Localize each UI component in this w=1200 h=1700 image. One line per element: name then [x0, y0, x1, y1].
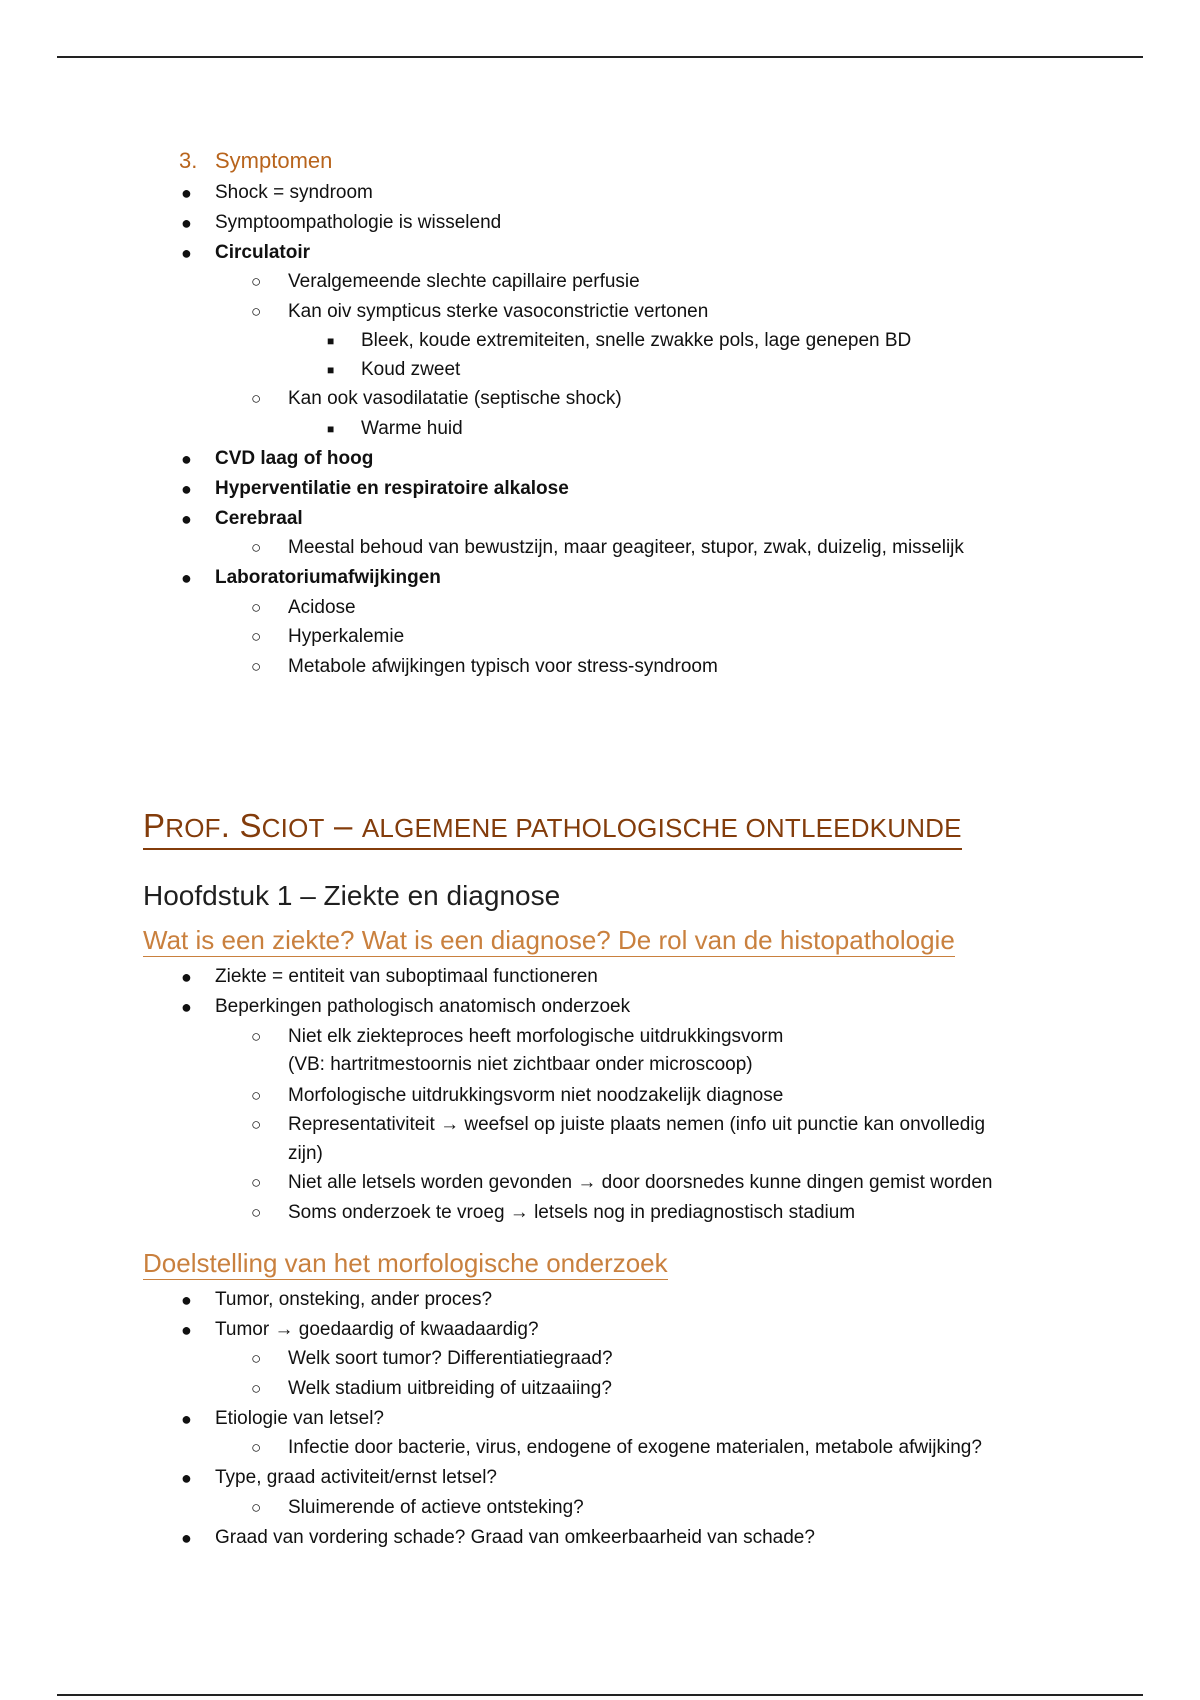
- circle-bullet-icon: ○: [251, 1115, 262, 1134]
- list-item-text: Etiologie van letsel?: [215, 1408, 384, 1429]
- list-item-text: Metabole afwijkingen typisch voor stress-syndroom: [288, 656, 718, 677]
- bullet-icon: ●: [181, 1290, 192, 1310]
- list-item-continuation: [288, 1142, 323, 1166]
- list-item-text: Tumor → goedaardig of kwaadaardig?: [215, 1319, 539, 1340]
- list-item-text: Kan oiv sympticus sterke vasoconstrictie vertonen: [288, 301, 709, 322]
- circle-bullet-icon: ○: [251, 657, 262, 676]
- subsection-heading: Doelstelling van het morfologische onderzoek: [143, 1248, 668, 1278]
- list-item-text: Ziekte = entiteit van suboptimaal functioneren: [215, 966, 598, 987]
- list-item-text: Welk stadium uitbreiding of uitzaaiing?: [288, 1378, 612, 1399]
- square-bullet-icon: ■: [327, 363, 335, 377]
- list-item: [251, 655, 718, 679]
- list-item: [251, 1347, 613, 1371]
- list-item-text: Niet alle letsels worden gevonden → door doorsnedes kunne dingen gemist worden: [288, 1172, 993, 1193]
- list-item-text: Beperkingen pathologisch anatomisch onderzoek: [215, 996, 631, 1017]
- list-item-text: Morfologische uitdrukkingsvorm niet noodzakelijk diagnose: [288, 1085, 784, 1106]
- list-item: [251, 1113, 986, 1137]
- bullet-icon: ●: [181, 243, 192, 263]
- list-item-text: Acidose: [288, 597, 356, 618]
- list-item: [181, 1318, 539, 1342]
- list-item: [327, 417, 463, 441]
- bullet-icon: ●: [181, 509, 192, 529]
- list-item: [251, 1496, 584, 1520]
- circle-bullet-icon: ○: [251, 1498, 262, 1517]
- list-item: [327, 358, 461, 382]
- list-item-text: Graad van vordering schade? Graad van omkeerbaarheid van schade?: [215, 1527, 815, 1548]
- list-item: [181, 447, 374, 471]
- circle-bullet-icon: ○: [251, 1349, 262, 1368]
- list-item: [181, 477, 569, 501]
- bullet-icon: ●: [181, 479, 192, 499]
- list-item-text: Tumor, onsteking, ander proces?: [215, 1289, 493, 1310]
- list-item-text: Bleek, koude extremiteiten, snelle zwakke pols, lage genepen BD: [361, 330, 912, 351]
- header-rule: [57, 56, 1143, 58]
- list-item: [181, 1466, 497, 1490]
- list-item-text: Niet elk ziekteproces heeft morfologische uitdrukkingsvorm: [288, 1026, 784, 1047]
- list-item-text: Laboratoriumafwijkingen: [215, 567, 441, 588]
- circle-bullet-icon: ○: [251, 1086, 262, 1105]
- bullet-icon: ●: [181, 967, 192, 987]
- list-item: [251, 1084, 784, 1108]
- list-item: [181, 965, 598, 989]
- bullet-icon: ●: [181, 213, 192, 233]
- list-item-text: Koud zweet: [361, 359, 461, 380]
- list-item: [181, 507, 303, 531]
- list-item: [327, 329, 912, 353]
- list-item-text: Kan ook vasodilatatie (septische shock): [288, 388, 622, 409]
- section-title: Symptomen: [215, 148, 333, 173]
- circle-bullet-icon: ○: [251, 538, 262, 557]
- circle-bullet-icon: ○: [251, 1173, 262, 1192]
- list-item-text: Sluimerende of actieve ontsteking?: [288, 1497, 584, 1518]
- list-item-text: Warme huid: [361, 418, 463, 439]
- circle-bullet-icon: ○: [251, 1438, 262, 1457]
- list-item-text: Type, graad activiteit/ernst letsel?: [215, 1467, 497, 1488]
- bullet-icon: ●: [181, 1409, 192, 1429]
- list-item: [181, 995, 631, 1019]
- list-item-continuation: [288, 1053, 753, 1077]
- list-item: [181, 1407, 384, 1431]
- footer-rule: [57, 1694, 1143, 1696]
- chapter-heading: Hoofdstuk 1 – Ziekte en diagnose: [143, 880, 561, 911]
- list-item: [181, 181, 373, 205]
- list-item: [181, 566, 441, 590]
- square-bullet-icon: ■: [327, 422, 335, 436]
- list-item-text: Cerebraal: [215, 508, 303, 529]
- section-number: 3.: [179, 148, 198, 173]
- list-item: [251, 1025, 784, 1049]
- list-item: [251, 596, 356, 620]
- circle-bullet-icon: ○: [251, 272, 262, 291]
- list-item-text: Circulatoir: [215, 242, 311, 263]
- list-item-text: CVD laag of hoog: [215, 448, 374, 469]
- list-item-text: Hyperkalemie: [288, 626, 405, 647]
- list-item-text: Hyperventilatie en respiratoire alkalose: [215, 478, 569, 499]
- bullet-icon: ●: [181, 568, 192, 588]
- page-title: PROF. SCIOT – ALGEMENE PATHOLOGISCHE ONTLEEDKUNDE: [143, 806, 962, 850]
- list-item: [181, 1288, 493, 1312]
- list-item: [251, 1201, 856, 1225]
- list-item: [251, 1171, 993, 1195]
- list-item-text: Meestal behoud van bewustzijn, maar geagiteer, stupor, zwak, duizelig, misselijk: [288, 537, 964, 558]
- list-item: [251, 270, 640, 294]
- bullet-icon: ●: [181, 183, 192, 203]
- list-item: [251, 1377, 612, 1401]
- square-bullet-icon: ■: [327, 334, 335, 348]
- bullet-icon: ●: [181, 1320, 192, 1340]
- list-item: [251, 536, 964, 560]
- circle-bullet-icon: ○: [251, 627, 262, 646]
- list-item-text: zijn): [288, 1143, 323, 1164]
- circle-bullet-icon: ○: [251, 302, 262, 321]
- list-item: [251, 625, 405, 649]
- circle-bullet-icon: ○: [251, 598, 262, 617]
- bullet-icon: ●: [181, 449, 192, 469]
- list-item-text: Symptoompathologie is wisselend: [215, 212, 502, 233]
- list-item-text: Veralgemeende slechte capillaire perfusie: [288, 271, 640, 292]
- section-heading-symptomen: [179, 147, 332, 175]
- list-item: [181, 241, 311, 265]
- list-item-text: (VB: hartritmestoornis niet zichtbaar onder microscoop): [288, 1054, 753, 1075]
- list-item-text: Welk soort tumor? Differentiatiegraad?: [288, 1348, 613, 1369]
- circle-bullet-icon: ○: [251, 1027, 262, 1046]
- bullet-icon: ●: [181, 1528, 192, 1548]
- circle-bullet-icon: ○: [251, 1203, 262, 1222]
- list-item-text: Soms onderzoek te vroeg → letsels nog in prediagnostisch stadium: [288, 1202, 856, 1223]
- list-item: [181, 211, 502, 235]
- list-item: [251, 1436, 982, 1460]
- list-item-text: Shock = syndroom: [215, 182, 373, 203]
- list-item: [251, 300, 709, 324]
- list-item-text: Infectie door bacterie, virus, endogene of exogene materialen, metabole afwijking?: [288, 1437, 982, 1458]
- list-item-text: Representativiteit → weefsel op juiste plaats nemen (info uit punctie kan onvolledig: [288, 1114, 986, 1135]
- bullet-icon: ●: [181, 1468, 192, 1488]
- bullet-icon: ●: [181, 997, 192, 1017]
- list-item: [251, 387, 622, 411]
- list-item: [181, 1526, 815, 1550]
- circle-bullet-icon: ○: [251, 389, 262, 408]
- subsection-heading: Wat is een ziekte? Wat is een diagnose? De rol van de histopathologie: [143, 925, 955, 955]
- circle-bullet-icon: ○: [251, 1379, 262, 1398]
